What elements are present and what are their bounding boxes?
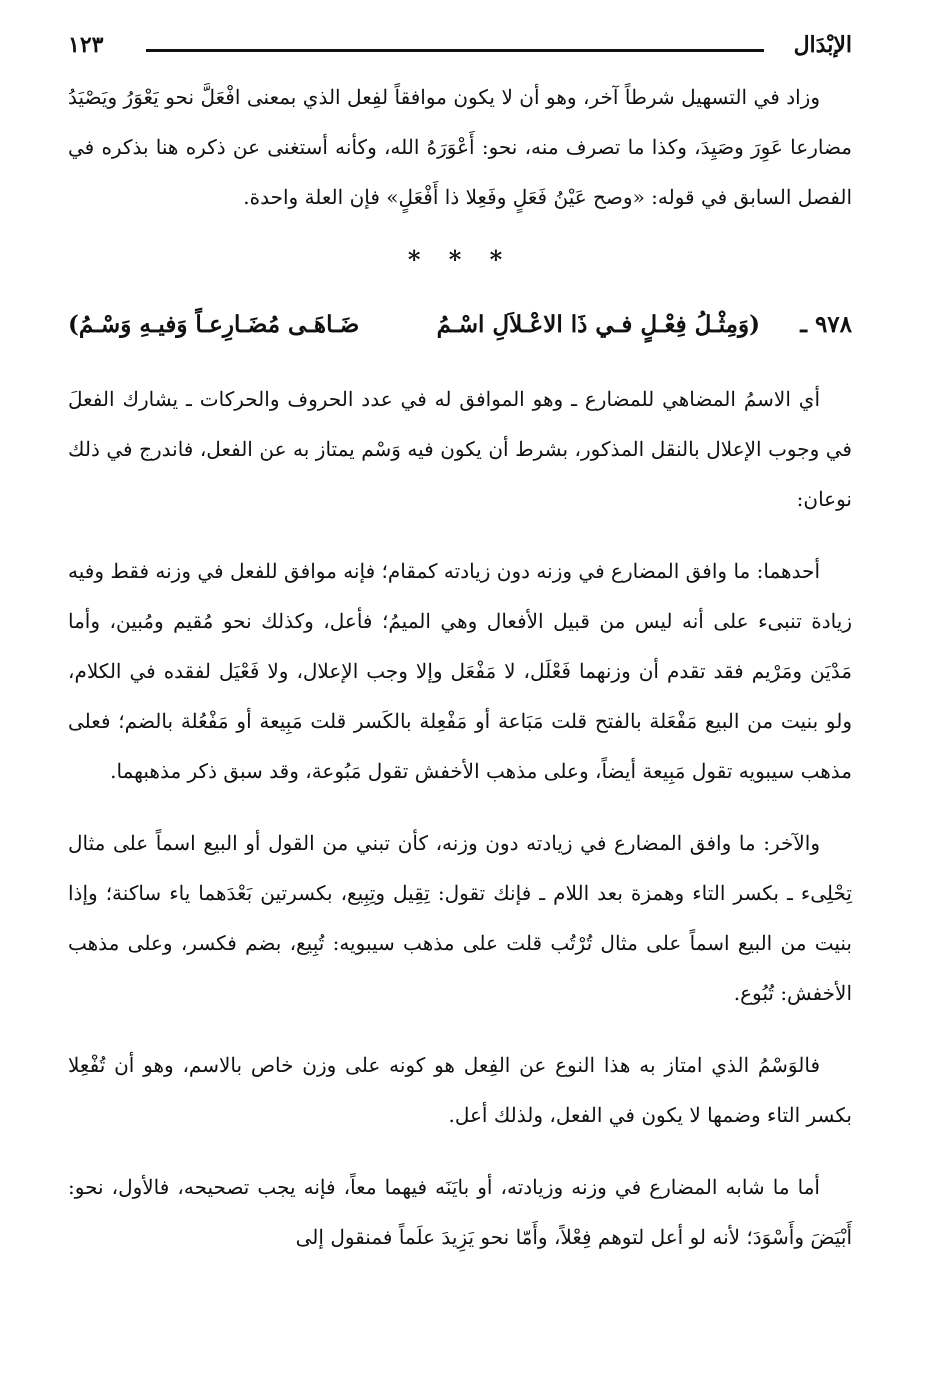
page-number: ١٢٣ xyxy=(68,32,104,58)
header-rule xyxy=(146,49,764,52)
page-header xyxy=(68,30,852,64)
explanation-paragraph: أي الاسمُ المضاهي للمضارع ـ وهو الموافق له في عدد الحروف والحركات ـ يشارك الفعلَ في وجوب الإعلال بالنقل المذكور، بشرط أن يكون فيه وَسْم يمتاز به عن الفعل، فاندرج في ذلك نوعان: xyxy=(68,387,852,511)
page-body xyxy=(68,72,852,1262)
verse-second-hemistich: ضَـاهَـى مُضَـارِعـاً وَفيـهِ وَسْـمُ) xyxy=(68,311,360,338)
verse-line xyxy=(68,302,852,348)
verse-number: ٩٧٨ ـ xyxy=(800,311,852,338)
wasm-paragraph: فالوَسْمُ الذي امتاز به هذا النوع عن الفِعل هو كونه على وزن خاص بالاسم، وهو أن تُفْعِلا بكسر التاء وضمها لا يكون في الفعل، ولذلك أعل. xyxy=(68,1053,852,1127)
last-paragraph: أما ما شابه المضارع في وزنه وزيادته، أو بايَنَه فيهما معاً، فإنه يجب تصحيحه، فالأول، نحو: أَبْيَضَ وأَسْوَدَ؛ لأنه لو أعل لتوهم فِعْلاً، وأَمّا نحو يَزِيدَ علَماً فمنقول إلى xyxy=(68,1175,852,1249)
second-type-paragraph: والآخر: ما وافق المضارع في زيادته دون وزنه، كأن تبني من القول أو البيع اسماً على مثال تِحْلِىء ـ بكسر التاء وهمزة بعد اللام ـ فإنك تقول: تِقِيل وتِبِيع، بكسرتين بَعْدَهما ياء ساكنة؛ وإذا بنيت من البيع اسماً على مثال تُرْتُب قلت على مذهب سيبويه: تُبِيع، بضم فكسر، وعلى مذهب الأخفش: تُبُوع. xyxy=(68,831,852,1005)
first-type-paragraph: أحدهما: ما وافق المضارع في وزنه دون زيادته كمقام؛ فإنه موافق للفعل في وزنه فقط وفيه زيادة تنبىء على أنه ليس من قبيل الأفعال وهي الميمُ؛ فأعل، وكذلك نحو مُقيم ومُبين، وأما مَدْيَن ومَرْيم فقد تقدم أن وزنهما فَعْلَل، لا مَفْعَل وإلا وجب الإعلال، ولا فَعْيَل لفقده في الكلام، ولو بنيت من البيع مَفْعَلة بالفتح قلت مَبَاعة أو مَفْعِلة بالكَسر قلت مَبِيعة أو مَفْعُلة بالضم؛ فعلى مذهب سيبويه تقول مَبِيعة أيضاً، وعلى مذهب الأخفش تقول مَبُوعة، وقد سبق ذكر مذهبهما. xyxy=(68,559,853,783)
verse-first-hemistich: (وَمِثْـلُ فِعْـلٍ فـي ذَا الاعْـلاَلِ اسْـمُ xyxy=(436,311,760,338)
section-separator: * * * xyxy=(407,245,513,274)
running-title: الإبْدَال xyxy=(793,32,852,58)
intro-paragraph: وزاد في التسهيل شرطاً آخر، وهو أن لا يكون موافقاً لفِعل الذي بمعنى افْعَلَّ نحو يَعْوَرُ ويَصْيَدُ مضارعا عَوِرَ وصَيِدَ، وكذا ما تصرف منه، نحو: أَعْوَرَهُ الله، وكأنه أستغنى عن ذكره هنا بذكره في الفصل السابق في قوله: «وصح عَيْنُ فَعَلٍ وفَعِلا ذا أَفْعَلٍ» فإن العلة واحدة. xyxy=(68,85,852,209)
